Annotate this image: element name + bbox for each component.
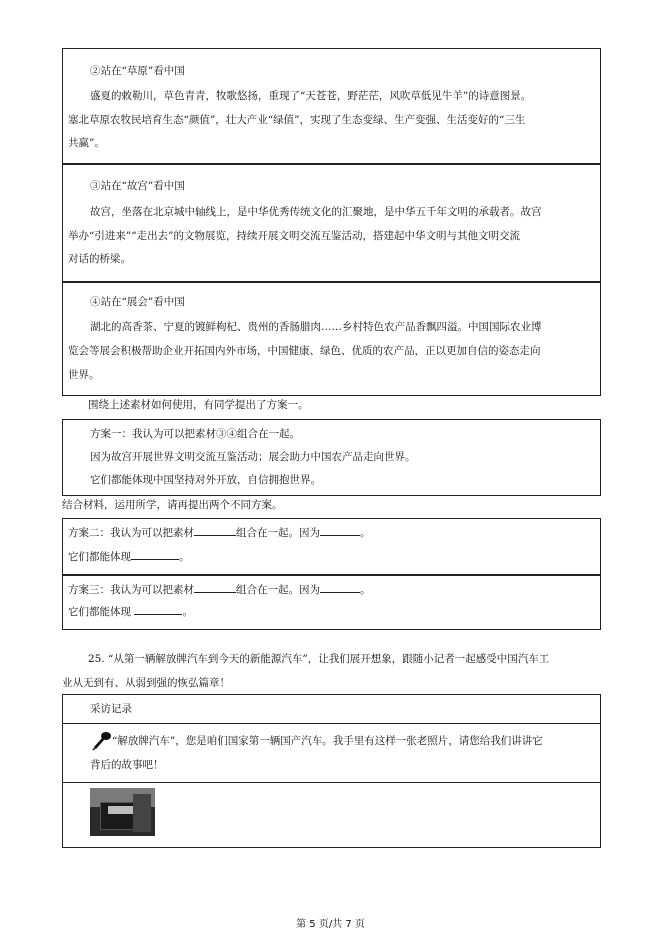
section-title-expo: ④站在“展会”看中国 bbox=[90, 296, 185, 308]
grassland-line-2: 塞北草原农牧民培育生态“颜值”，壮大产业“绿值”，实现了生态变绿、生产变强、生活变好的“三生 bbox=[68, 114, 526, 126]
page-number: 第 5 页/共 7 页 bbox=[296, 919, 365, 930]
plan1-line-3: 它们都能体现中国坚持对外开放，自信拥抱世界。 bbox=[90, 474, 321, 486]
interview-line-1: “解放牌汽车”，您是咱们国家第一辆国产汽车。我手里有这样一张老照片，请您给我们讲讲它 bbox=[112, 735, 543, 747]
plan1-intro: 围绕上述素材如何使用，有同学提出了方案一。 bbox=[88, 399, 309, 411]
interview-header: 采访记录 bbox=[90, 703, 132, 715]
plan2-reflect-label: 它们都能体现 bbox=[68, 551, 131, 563]
plan2-material-blank[interactable] bbox=[194, 523, 236, 536]
plan1-line-1: 方案一：我认为可以把素材③④组合在一起。 bbox=[90, 428, 300, 440]
old-truck-photo bbox=[90, 788, 155, 836]
plan3-reason-blank[interactable] bbox=[320, 580, 360, 593]
plan2-line-1 bbox=[68, 520, 371, 546]
plan2-period: 。 bbox=[360, 527, 371, 539]
palace-line-1: 故宫，坐落在北京城中轴线上，是中华优秀传统文化的汇聚地，是中华五千年文明的承载者。故宫 bbox=[90, 206, 542, 218]
instruction: 结合材料，运用所学，请再提出两个不同方案。 bbox=[62, 499, 283, 511]
section-title-palace: ③站在“故宫”看中国 bbox=[90, 180, 185, 192]
palace-line-3: 对话的桥梁。 bbox=[68, 253, 131, 265]
q25-line-2: 业从无到有、从弱到强的恢弘篇章！ bbox=[62, 677, 230, 689]
microphone-icon bbox=[90, 731, 112, 751]
grassland-line-3: 共赢”。 bbox=[68, 137, 105, 149]
expo-line-2: 览会等展会积极帮助企业开拓国内外市场，中国健康、绿色、优质的农产品，正以更加自信的姿态走向 bbox=[68, 345, 541, 357]
plan3-period: 。 bbox=[360, 584, 371, 596]
grassland-line-1: 盛夏的敕勒川，草色青青，牧歌悠扬，重现了“天苍苍，野茫茫，风吹草低见牛羊”的诗意图景。 bbox=[90, 90, 532, 102]
plan3-line-2 bbox=[68, 599, 193, 625]
plan2-prefix: 方案二：我认为可以把素材 bbox=[68, 527, 194, 539]
plan2-reflect-blank[interactable] bbox=[131, 547, 179, 560]
plan2-because: 组合在一起。因为 bbox=[236, 527, 320, 539]
palace-line-2: 举办“引进来”“走出去”的文物展览，持续开展文明交流互鉴活动，搭建起中华文明与其他文明交流 bbox=[68, 230, 520, 242]
section-title-grassland: ②站在“草原”看中国 bbox=[90, 65, 185, 77]
interview-body-divider bbox=[62, 782, 601, 783]
q25-line-1: 25. “从第一辆解放牌汽车到今天的新能源汽车”，让我们展开想象，跟随小记者一起感受中国汽车工 bbox=[88, 653, 550, 665]
plan1-line-2: 因为故宫开展世界文明交流互鉴活动；展会助力中国农产品走向世界。 bbox=[90, 451, 416, 463]
expo-line-3: 世界。 bbox=[68, 369, 100, 381]
plan3-prefix: 方案三：我认为可以把素材 bbox=[68, 584, 194, 596]
interview-header-divider bbox=[62, 723, 601, 724]
plan2-reason-blank[interactable] bbox=[320, 523, 360, 536]
interview-line-2: 背后的故事吧！ bbox=[90, 759, 164, 771]
plan2-end: 。 bbox=[179, 551, 190, 563]
plan3-material-blank[interactable] bbox=[194, 580, 236, 593]
plan3-reflect-label: 它们都能体现 bbox=[68, 606, 135, 618]
plan3-reflect-blank[interactable] bbox=[134, 602, 182, 615]
plan3-end: 。 bbox=[182, 606, 193, 618]
expo-line-1: 湖北的高香茶、宁夏的镀鲜枸杞、贵州的香肠腊肉……乡村特色农产品香飘四溢。中国国际农业博 bbox=[90, 321, 542, 333]
plan3-because: 组合在一起。因为 bbox=[236, 584, 320, 596]
plan2-line-2 bbox=[68, 544, 190, 570]
